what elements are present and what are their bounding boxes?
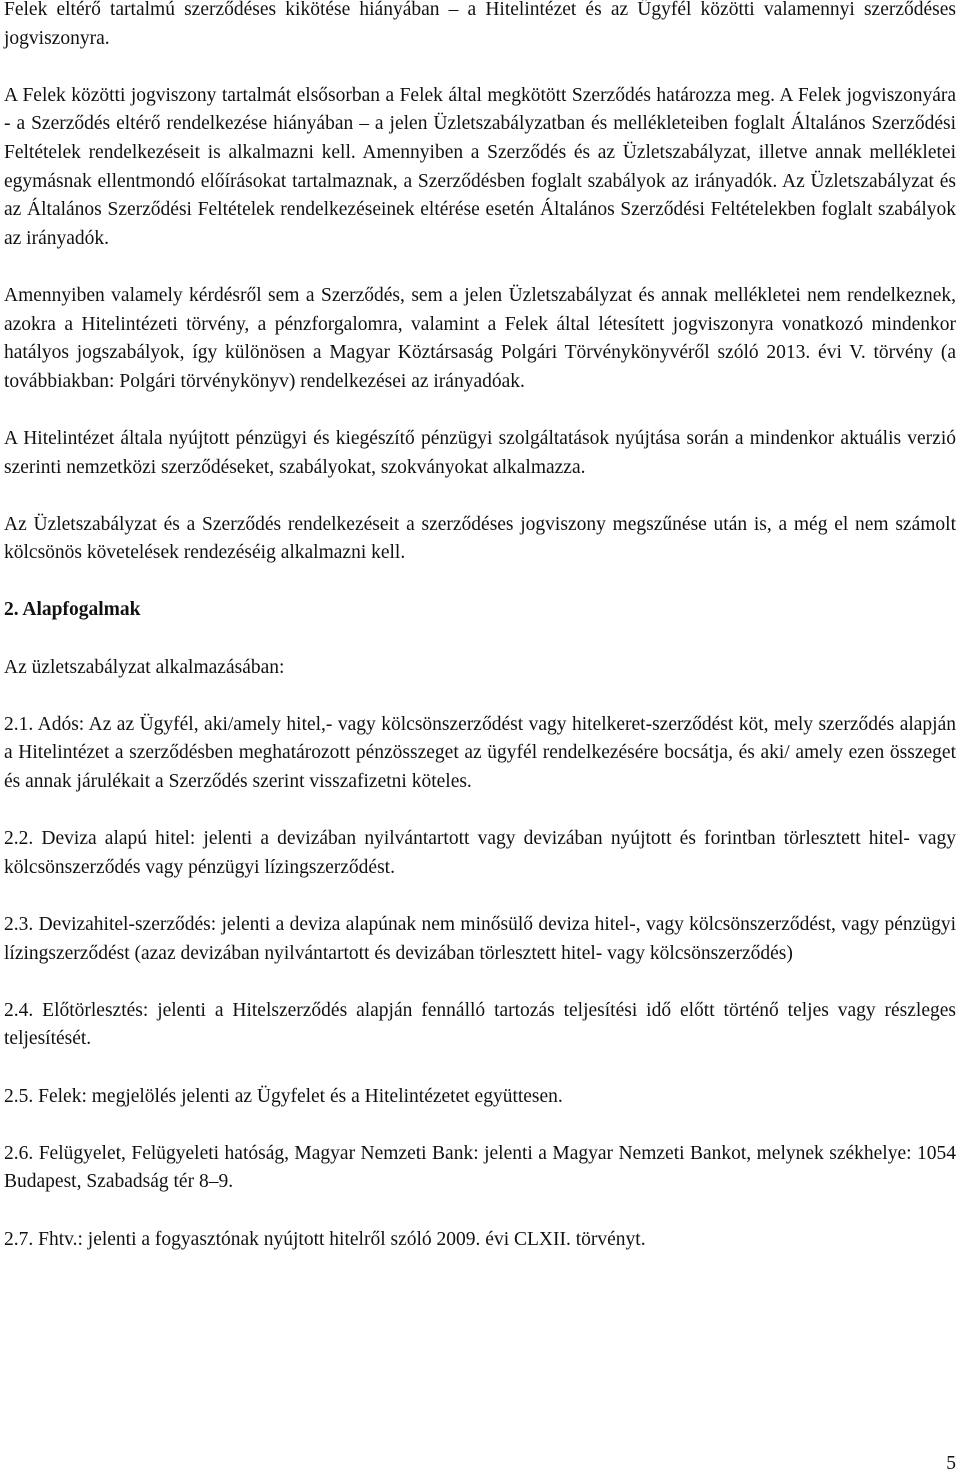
- definition-item: 2.5. Felek: megjelölés jelenti az Ügyfelet és a Hitelintézetet együttesen.: [4, 1085, 563, 1107]
- section-intro: Az üzletszabályzat alkalmazásában:: [4, 656, 285, 678]
- definition-item: 2.4. Előtörlesztés: jelenti a Hitelszerződés alapján fennálló tartozás teljesítési idő előtt történő teljes vagy részleges teljesítését.: [4, 999, 956, 1050]
- definition-item: 2.3. Devizahitel-szerződés: jelenti a deviza alapúnak nem minősülő deviza hitel-, vagy kölcsönszerződést, vagy pénzügyi lízingszerződést (azaz devizában nyilvántartott és devizában törlesztett hitel- vagy kölcsönszerződés): [4, 914, 956, 964]
- paragraph: A Hitelintézet általa nyújtott pénzügyi és kiegészítő pénzügyi szolgáltatások nyújtása során a mindenkor aktuális verzió szerinti nemzetközi szerződéseket, szabályokat, szokványokat alkalmazza.: [4, 427, 956, 478]
- paragraph: Felek eltérő tartalmú szerződéses kikötése hiányában – a Hitelintézet és az Ügyfél közötti valamennyi szerződéses jogviszonyra.: [4, 0, 956, 49]
- paragraph: Amennyiben valamely kérdésről sem a Szerződés, sem a jelen Üzletszabályzat és annak mellékletei nem rendelkeznek, azokra a Hitelintézeti törvény, a pénzforgalomra, valamint a Felek által létesített jogviszonyra vonatkozó mindenkor hatályos jogszabályok, így különösen a Magyar Köztársaság Polgári Törvénykönyvéről szóló 2013. évi V. törvény (a továbbiakban: Polgári törvénykönyv) rendelkezései az irányadóak.: [4, 284, 956, 392]
- page-number: 5: [946, 1453, 956, 1474]
- definition-item: 2.1. Adós: Az az Ügyfél, aki/amely hitel,- vagy kölcsönszerződést vagy hitelkeret-szerződést köt, mely szerződés alapján a Hitelintézet a szerződésben meghatározott pénzösszeget az ügyfél rendelkezésére bocsátja, és aki/ amely ezen összeget és annak járulékait a Szerződés szerint visszafizetni köteles.: [4, 713, 956, 793]
- definition-item: 2.6. Felügyelet, Felügyeleti hatóság, Magyar Nemzeti Bank: jelenti a Magyar Nemzeti Bankot, melynek székhelye: 1054 Budapest, Szabadság tér 8–9.: [4, 1142, 956, 1193]
- paragraph: A Felek közötti jogviszony tartalmát elsősorban a Felek által megkötött Szerződés határozza meg. A Felek jogviszonyára - a Szerződés eltérő rendelkezése hiányában – a jelen Üzletszabályzatban és mellékleteiben foglalt Általános Szerződési Feltételek rendelkezéseit is alkalmazni kell. Amennyiben a Szerződés és az Üzletszabályzat, illetve annak mellékletei egymásnak ellentmondó előírásokat tartalmaznak, a Szerződésben foglalt szabályok az irányadók. Az Üzletszabályzat és az Általános Szerződési Feltételek rendelkezéseinek eltérése esetén Általános Szerződési Feltételekben foglalt szabályok az irányadók.: [4, 84, 956, 249]
- paragraph: Az Üzletszabályzat és a Szerződés rendelkezéseit a szerződéses jogviszony megszűnése után is, a még el nem számolt kölcsönös követelések rendezéséig alkalmazni kell.: [4, 513, 956, 564]
- definition-item: 2.7. Fhtv.: jelenti a fogyasztónak nyújtott hitelről szóló 2009. évi CLXII. törvényt.: [4, 1228, 646, 1250]
- definition-item: 2.2. Deviza alapú hitel: jelenti a devizában nyilvántartott vagy devizában nyújtott és forintban törlesztett hitel- vagy kölcsönszerződés vagy pénzügyi lízingszerződést.: [4, 828, 956, 878]
- document-page: [4, 0, 956, 1283]
- section-heading: 2. Alapfogalmak: [4, 599, 141, 621]
